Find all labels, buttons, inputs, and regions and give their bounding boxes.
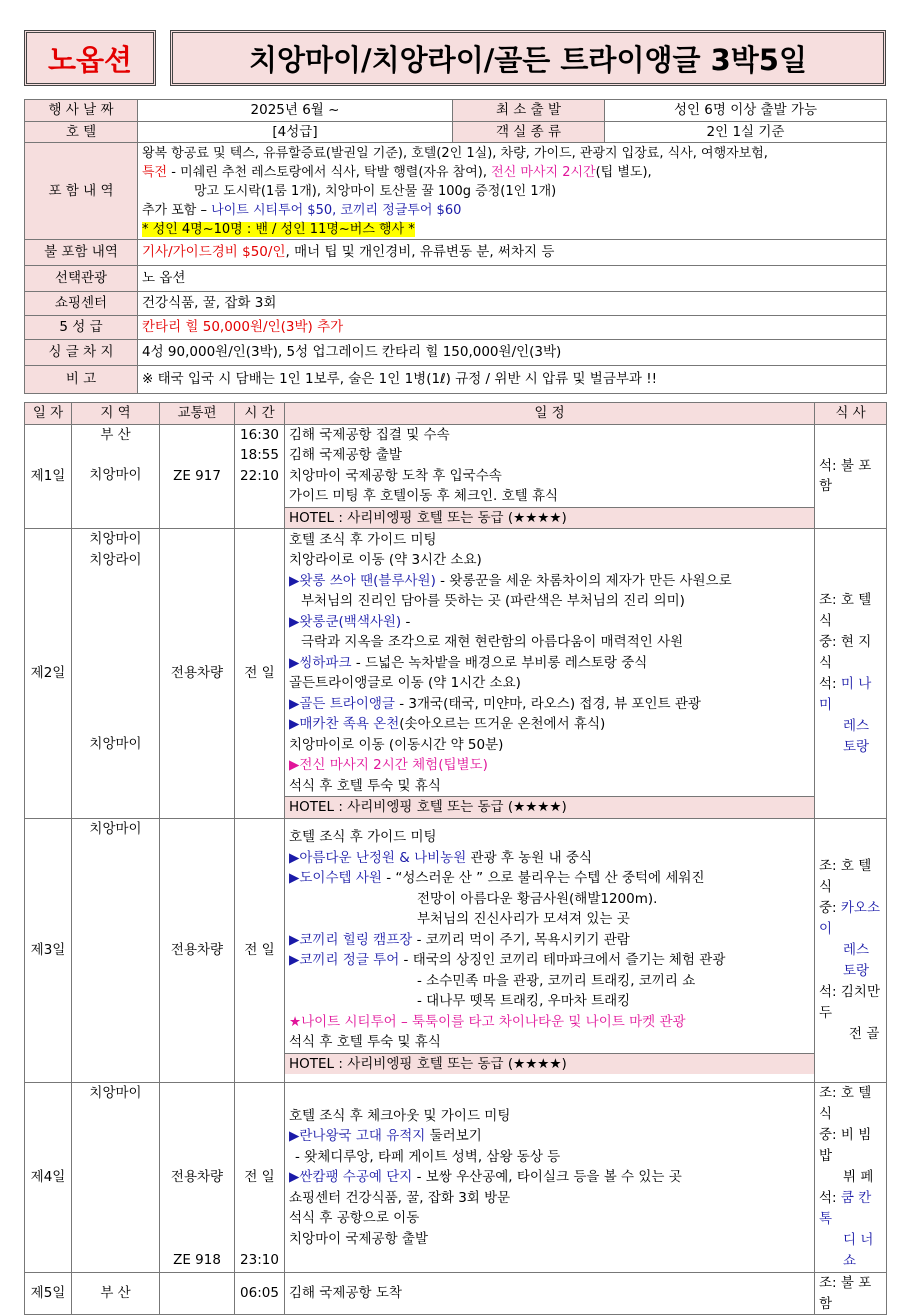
meal-name: 미 나 미	[819, 675, 872, 713]
hotel-label: 호 텔	[25, 121, 138, 143]
attraction: ▶왓롱쿤(백색사원)	[289, 613, 402, 630]
day-number: 제3일	[25, 819, 72, 1083]
include-line: 망고 도시락(1룸 1개), 치앙마이 토산물 꿀 100g 증정(1인 1개)	[194, 183, 557, 199]
schedule-line: 치앙마이 국제공항 출발	[289, 1230, 428, 1247]
note-value: ※ 태국 입국 시 담배는 1인 1보루, 술은 1인 1병(1ℓ) 규정 / 위반 시 압류 및 벌금부과 !!	[138, 366, 887, 394]
attraction-desc: - 태국의 상징인 코끼리 테마파크에서 즐기는 체험 관광	[399, 952, 726, 968]
meal: 석: 김치만두	[819, 984, 881, 1021]
day-row	[25, 529, 887, 819]
attraction: ▶씽하파크	[289, 654, 352, 671]
meal	[819, 898, 882, 940]
schedule-line	[285, 950, 814, 971]
region: 치앙마이	[89, 736, 142, 752]
time: 06:05	[235, 1273, 285, 1315]
night-tour-line: ★나이트 시티투어 – 툭툭이를 타고 차이나타운 및 나이트 마켓 관광	[289, 1013, 686, 1030]
transport: 전용차량	[160, 819, 235, 1083]
hotel-line: HOTEL : 사리비엥핑 호텔 또는 동급 (★★★★)	[285, 796, 814, 818]
attraction-desc: 둘러보기	[425, 1128, 482, 1145]
schedule-line: 부처님의 진신사리가 모셔져 있는 곳	[417, 911, 630, 927]
schedule-line: ▶전신 마사지 2시간 체험(팁별도)	[289, 757, 488, 773]
schedule-line: 김해 국제공항 집결 및 수속	[289, 426, 450, 443]
schedule-cell	[285, 1083, 815, 1273]
departure-time: 23:10	[240, 1251, 279, 1268]
flight-number: ZE 918	[173, 1251, 221, 1268]
five-star-value: 칸타리 힐 50,000원/인(3박) 추가	[138, 316, 887, 340]
schedule-cell	[285, 529, 815, 819]
min-departure-label: 최 소 출 발	[453, 100, 605, 122]
meal: 중: 비 빔 밥	[819, 1127, 872, 1164]
extra-label: 추가 포함 –	[142, 202, 212, 218]
transport-cell	[160, 1083, 235, 1273]
attraction: ▶코끼리 정글 투어	[289, 952, 400, 968]
attraction: ▶아름다운 난정원 & 나비농원	[289, 849, 467, 866]
transport: 전용차량	[160, 529, 235, 819]
page-header	[24, 30, 886, 86]
schedule-line: 극락과 지옥을 조각으로 재현 현란함의 아름다움이 매력적인 사원	[301, 634, 684, 650]
meal: 조: 불 포 함	[815, 1273, 887, 1315]
schedule-line: 호텔 조식 후 체크아웃 및 가이드 미팅	[289, 1107, 511, 1124]
note-label: 비 고	[25, 366, 138, 394]
col-transport: 교통편	[160, 403, 235, 425]
schedule-line	[285, 653, 814, 674]
room-type: 2인 1실 기준	[605, 121, 887, 143]
exclude-details	[138, 240, 887, 266]
perk-text: - 미쉐린 추천 레스토랑에서 식사, 탁발 행렬(자유 참여),	[167, 164, 492, 180]
schedule-line: 쇼핑센터 건강식품, 꿀, 잡화 3회 방문	[289, 1189, 511, 1206]
guide-fee: 기사/가이드경비 $50/인	[142, 244, 286, 261]
schedule-line	[285, 612, 814, 633]
schedule-line: - 대나무 뗏목 트래킹, 우마차 트래킹	[417, 993, 631, 1009]
meal: 레스토랑	[843, 717, 870, 755]
attraction: ▶매카찬 족욕 온천	[289, 716, 400, 732]
single-charge-label: 싱 글 차 지	[25, 340, 138, 366]
schedule-line: - 소수민족 마을 관광, 코끼리 트래킹, 코끼리 쇼	[417, 972, 696, 989]
attraction-desc: - 드넓은 녹차밭을 배경으로 부비롱 레스토랑 중식	[351, 654, 648, 671]
hotel-line: HOTEL : 사리비엥핑 호텔 또는 동급 (★★★★)	[285, 507, 814, 529]
include-label: 포 함 내 역	[25, 143, 138, 240]
schedule-cell	[285, 424, 815, 529]
meal	[819, 674, 882, 716]
attraction: ▶코끼리 힐링 캠프장	[289, 931, 413, 948]
perk-note: (팁 별도),	[595, 164, 652, 180]
meal: 전 골	[849, 1026, 880, 1042]
day-number: 제5일	[25, 1273, 72, 1315]
page-title: 치앙마이/치앙라이/골든 트라이앵글 3박5일	[170, 30, 886, 86]
single-charge-value: 4성 90,000원/인(3박), 5성 업그레이드 칸타리 힐 150,000원/인(3박)	[138, 340, 887, 366]
meal-cell	[815, 529, 887, 819]
time: 22:10	[240, 467, 279, 484]
day-row	[25, 1273, 887, 1315]
schedule-line: 호텔 조식 후 가이드 미팅	[289, 531, 437, 548]
time: 전 일	[235, 529, 285, 819]
region-cell	[72, 529, 160, 819]
meal: 디 너 쇼	[843, 1232, 874, 1269]
itinerary-table	[24, 402, 887, 1315]
include-line	[142, 201, 882, 220]
meal: 조: 호 텔 식	[819, 858, 872, 895]
attraction: ▶골든 트라이앵글	[289, 695, 395, 712]
col-day: 일 자	[25, 403, 72, 425]
exclude-label: 불 포함 내역	[25, 240, 138, 266]
schedule-line	[285, 571, 814, 592]
schedule-line: 골든트라이앵글로 이동 (약 1시간 소요)	[289, 675, 521, 691]
meal	[819, 1188, 882, 1230]
attraction-desc: - “성스러운 산 ” 으로 불리우는 수텝 산 중턱에 세워진	[381, 870, 705, 886]
schedule-line: 석식 후 공항으로 이동	[289, 1210, 420, 1227]
attraction-desc: - 3개국(태국, 미얀마, 라오스) 접경, 뷰 포인트 관광	[394, 695, 701, 712]
schedule-line: 호텔 조식 후 가이드 미팅	[289, 829, 437, 845]
region: 부 산	[72, 1273, 160, 1315]
attraction-desc: (솟아오르는 뜨거운 온천에서 휴식)	[399, 716, 606, 732]
time-cell	[235, 424, 285, 529]
attraction: ▶왓롱 쓰아 땐(블루사원)	[289, 572, 436, 589]
meal: 조: 호 텔 식	[819, 1085, 872, 1122]
day-row	[25, 1083, 887, 1273]
schedule-line: 석식 후 호텔 투숙 및 휴식	[289, 1034, 441, 1050]
time: 18:55	[240, 447, 279, 463]
info-table	[24, 99, 887, 394]
schedule-line: 김해 국제공항 도착	[285, 1273, 815, 1315]
hotel-grade: [4성급]	[138, 121, 453, 143]
attraction-desc: - 왓롱꾼을 세운 차롬차이의 제자가 만든 사원으로	[435, 572, 732, 589]
time: 전 일	[244, 1169, 275, 1186]
hotel-line: HOTEL : 사리비엥핑 호텔 또는 동급 (★★★★)	[285, 1053, 814, 1075]
include-details	[138, 143, 887, 240]
schedule-line	[289, 1167, 810, 1188]
day-row	[25, 819, 887, 1083]
attraction: ▶란나왕국 고대 유적지	[289, 1128, 426, 1145]
schedule-line: 석식 후 호텔 투숙 및 휴식	[289, 777, 441, 794]
option-label: 선택관광	[25, 266, 138, 292]
schedule-line	[289, 1126, 810, 1147]
region: 치앙마이	[72, 1083, 160, 1273]
day-number: 제4일	[25, 1083, 72, 1273]
attraction-desc: -	[401, 613, 411, 630]
meal-prefix: 중:	[819, 900, 841, 916]
schedule-line	[285, 694, 814, 715]
travel-date-label: 행 사 날 짜	[25, 100, 138, 122]
schedule-line	[285, 868, 814, 889]
region: 치앙라이	[89, 551, 142, 568]
col-schedule: 일 정	[285, 403, 815, 425]
meal: 뷔 페	[843, 1169, 874, 1185]
include-line	[142, 220, 882, 239]
schedule-line: - 왓체디루앙, 타페 게이트 성벽, 삼왕 동상 등	[295, 1148, 561, 1165]
meal: 레스토랑	[843, 942, 870, 979]
time-cell	[235, 1083, 285, 1273]
schedule-line: 전망이 아름다운 황금사원(해발1200m).	[417, 890, 658, 907]
region-cell	[72, 424, 160, 529]
schedule-line	[285, 930, 814, 951]
vehicle-note: * 성인 4명~10명 : 밴 / 성인 11명~버스 행사 *	[142, 221, 415, 237]
five-star-label: 5 성 급	[25, 316, 138, 340]
meal: 조: 호 텔 식	[819, 591, 872, 629]
meal-prefix: 석:	[819, 675, 841, 692]
meal-prefix: 석:	[819, 1190, 841, 1206]
room-type-label: 객 실 종 류	[453, 121, 605, 143]
schedule-line	[285, 848, 814, 869]
region: 치앙마이	[89, 467, 142, 483]
region: 치앙마이	[89, 531, 142, 547]
transport: ZE 917	[160, 424, 235, 529]
extra-tours: 나이트 시티투어 $50, 코끼리 정글투어 $60	[211, 202, 462, 218]
schedule-line	[285, 714, 814, 735]
min-departure: 성인 6명 이상 출발 가능	[605, 100, 887, 122]
attraction: ▶도이수텝 사원	[289, 870, 382, 886]
col-region: 지 역	[72, 403, 160, 425]
massage-perk: 전신 마사지 2시간	[491, 164, 596, 180]
attraction-desc: - 코끼리 먹이 주기, 목욕시키기 관람	[412, 931, 630, 948]
schedule-line: 김해 국제공항 출발	[289, 447, 402, 463]
transport: 전용차량	[170, 1169, 224, 1186]
attraction-desc: - 보쌍 우산공예, 타이실크 등을 볼 수 있는 곳	[412, 1169, 682, 1186]
transport-empty	[160, 1273, 235, 1315]
day-row	[25, 424, 887, 529]
shopping-label: 쇼핑센터	[25, 292, 138, 316]
meal: 중: 현 지 식	[819, 633, 872, 671]
day-number: 제2일	[25, 529, 72, 819]
day-number: 제1일	[25, 424, 72, 529]
schedule-line: 치앙마이로 이동 (이동시간 약 50분)	[289, 736, 504, 753]
schedule-line: 치앙라이로 이동 (약 3시간 소요)	[289, 552, 482, 568]
schedule-line: 가이드 미팅 후 호텔이동 후 체크인. 호텔 휴식	[289, 488, 559, 504]
brand-badge: 노옵션	[24, 30, 156, 86]
exclude-text: , 매너 팁 및 개인경비, 유류변동 분, 써차지 등	[285, 244, 555, 261]
meal-cell	[815, 1083, 887, 1273]
travel-date: 2025년 6월 ~	[138, 100, 453, 122]
time: 전 일	[235, 819, 285, 1083]
time: 16:30	[240, 426, 279, 443]
region: 부 산	[100, 426, 131, 443]
include-line: 왕복 항공료 및 텍스, 유류할증료(발권일 기준), 호텔(2인 1실), 차량, 가이드, 관광지 입장료, 식사, 여행자보험,	[142, 145, 768, 161]
region: 치앙마이	[72, 819, 160, 1083]
attraction: ▶싼캄팽 수공예 단지	[289, 1169, 413, 1186]
meal-name: 카오소이	[819, 900, 881, 937]
col-meal: 식 사	[815, 403, 887, 425]
perk-label: 특전	[142, 164, 168, 180]
schedule-cell	[285, 819, 815, 1083]
meal-cell	[815, 819, 887, 1083]
meal-name: 쿰 칸 톡	[819, 1190, 872, 1227]
include-line	[142, 163, 882, 182]
schedule-line: 치앙마이 국제공항 도착 후 입국수속	[289, 467, 502, 484]
col-time: 시 간	[235, 403, 285, 425]
option-value: 노 옵션	[138, 266, 887, 292]
shopping-value: 건강식품, 꿀, 잡화 3회	[138, 292, 887, 316]
schedule-line: 부처님의 진리인 담아를 뜻하는 곳 (파란색은 부처님의 진리 의미)	[301, 593, 685, 609]
attraction-desc: 관광 후 농원 내 중식	[466, 849, 593, 866]
meal: 석: 불 포 함	[815, 424, 887, 529]
